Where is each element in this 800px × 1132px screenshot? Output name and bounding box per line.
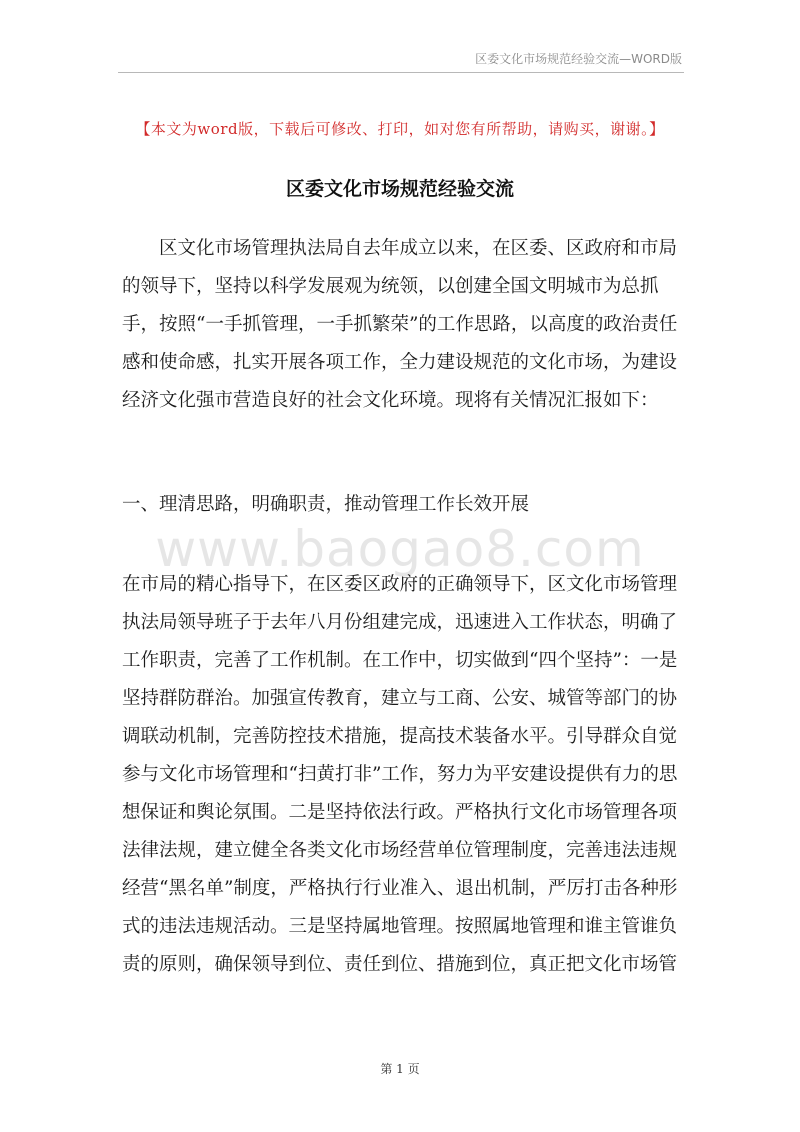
page-number: 第 1 页 [380, 1062, 420, 1076]
document-title: 区委文化市场规范经验交流 [285, 178, 514, 200]
intro-paragraph-text: 区文化市场管理执法局自去年成立以来，在区委、区政府和市局的领导下，坚持以科学发展观为统领，以创建全国文明城市为总抓手，按照“一手抓管理，一手抓繁荣”的工作思路，以高度的政治责任感和使命感，扎实开展各项工作，全力建设规范的文化市场，为建设经济文化强市营造良好的社会文化环境。现将有关情况汇报如下： [122, 238, 678, 411]
watermark-text: www.baogao8.com [155, 520, 645, 578]
body-paragraph: 在市局的精心指导下，在区委区政府的正确领导下，区文化市场管理执法局领导班子于去年八月份组建完成，迅速进入工作状态，明确了工作职责，完善了工作机制。在工作中，切实做到“四个坚持”：一是坚持群防群治。加强宣传教育，建立与工商、公安、城管等部门的协调联动机制，完善防控技术措施，提高技术装备水平。引导群众自觉参与文化市场管理和“扫黄打非”工作，努力为平安建设提供有力的思想保证和舆论氛围。二是坚持依法行政。严格执行文化市场管理各项法律法规，建立健全各类文化市场经营单位管理制度，完善违法违规经营“黑名单”制度，严格执行行业准入、退出机制，严厉打击各种形式的违法违规活动。三是坚持属地管理。按照属地管理和谁主管谁负责的原则，确保领导到位、责任到位、措施到位，真正把文化市场管 [122, 574, 678, 975]
purchase-notice: 【本文为word版，下载后可修改、打印，如对您有所帮助，请购买，谢谢。】 [135, 120, 665, 138]
header-divider [118, 72, 684, 73]
section-heading-1: 一、理清思路，明确职责，推动管理工作长效开展 [122, 494, 530, 515]
intro-paragraph [122, 230, 682, 420]
running-header: 区委文化市场规范经验交流—WORD版 [475, 52, 682, 66]
